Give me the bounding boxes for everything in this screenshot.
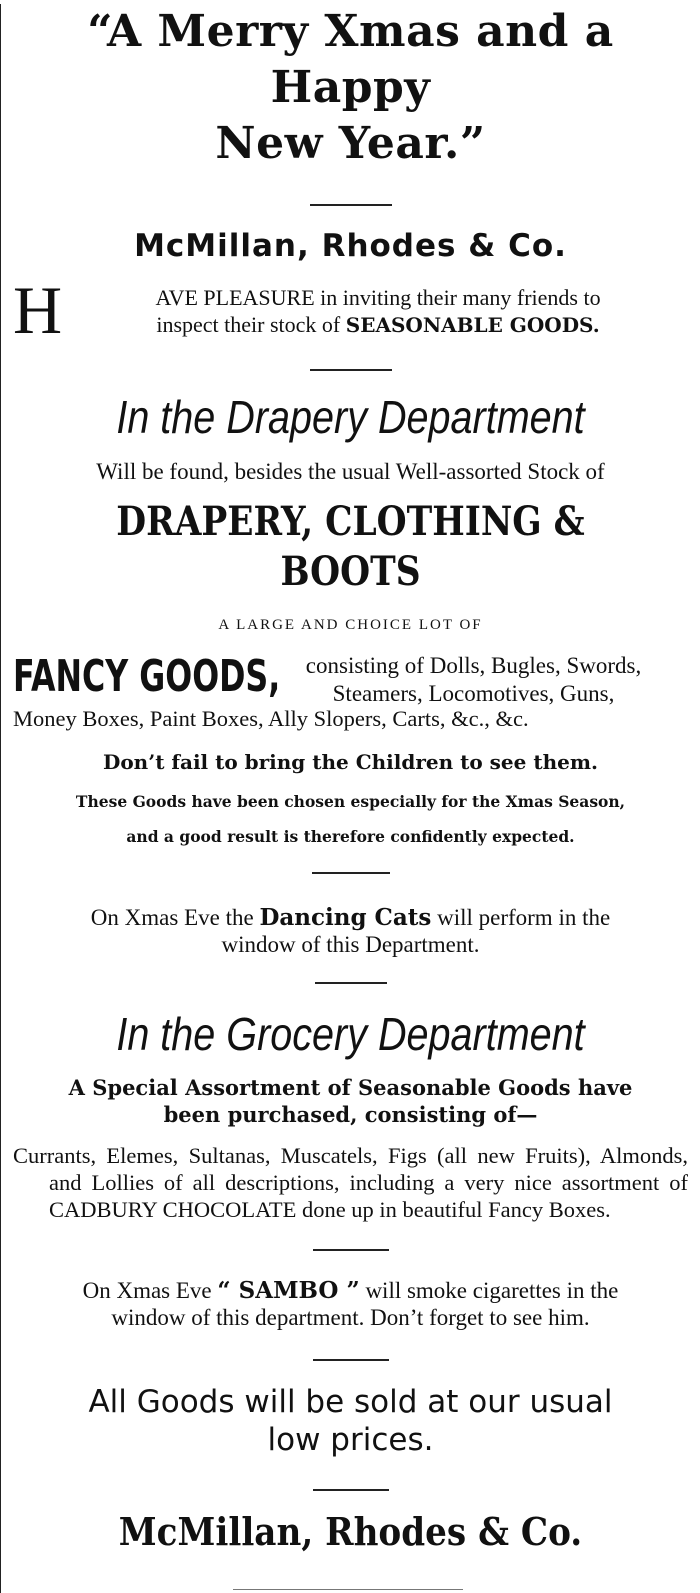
large-choice-lot: A LARGE AND CHOICE LOT OF bbox=[218, 617, 483, 633]
sambo-notice bbox=[13, 1277, 688, 1331]
cats-pre: On Xmas Eve the bbox=[90, 905, 254, 930]
sambo-line-2: window of this department. Don’t forget to see him. bbox=[111, 1305, 590, 1330]
divider bbox=[310, 204, 392, 206]
firm-signature: McMillan, Rhodes & Co. bbox=[118, 1509, 583, 1554]
children-notice: Don’t fail to bring the Children to see them. bbox=[103, 750, 598, 774]
divider bbox=[313, 1359, 389, 1361]
divider bbox=[313, 1249, 389, 1251]
chosen-line-2: and a good result is therefore confidently expected. bbox=[126, 827, 575, 846]
intro-line-1: AVE PLEASURE in inviting their many friends to bbox=[155, 285, 601, 310]
fancy-goods-block bbox=[13, 652, 688, 708]
prices-line-2: low prices. bbox=[267, 1422, 434, 1458]
drapery-title: In the Drapery Department bbox=[116, 391, 585, 443]
divider bbox=[312, 872, 390, 874]
dancing-cats: Dancing Cats bbox=[259, 904, 432, 931]
greeting-line-2: New Year.” bbox=[215, 118, 486, 169]
fancy-goods-title: FANCY GOODS, bbox=[13, 651, 281, 702]
sambo-name: “ SAMBO ” bbox=[217, 1277, 360, 1304]
prices-line-1: All Goods will be sold at our usual bbox=[88, 1384, 613, 1420]
fancy-line-3: Money Boxes, Paint Boxes, Ally Slopers, Carts, &c., &c. bbox=[13, 706, 529, 731]
cats-post: will perform in the bbox=[437, 905, 611, 930]
divider bbox=[310, 369, 392, 371]
grocery-special bbox=[13, 1074, 688, 1128]
sambo-pre: On Xmas Eve bbox=[82, 1278, 212, 1303]
firm-name-header: McMillan, Rhodes & Co. bbox=[134, 228, 567, 264]
fancy-line-1: consisting of Dolls, Bugles, Swords, bbox=[305, 653, 642, 678]
intro-line-2 bbox=[68, 311, 688, 339]
fancy-line-2: Steamers, Locomotives, Guns, bbox=[332, 681, 615, 706]
greeting-heading bbox=[13, 4, 688, 172]
grocery-title: In the Grocery Department bbox=[116, 1008, 585, 1060]
grocery-line-1: A Special Assortment of Seasonable Goods have bbox=[68, 1075, 633, 1100]
intro-line-2-plain: inspect their stock of bbox=[156, 312, 341, 337]
cats-line-2: window of this Department. bbox=[221, 932, 480, 957]
drop-cap: H bbox=[13, 272, 63, 348]
grocery-list: Currants, Elemes, Sultanas, Muscatels, Figs (all new Fruits), Almonds, and Lollies of all descriptions, including a very nice assortment of CADBURY CHOCOLATE done up in beautiful Fancy Boxes. bbox=[13, 1143, 688, 1222]
divider bbox=[313, 1489, 389, 1491]
chosen-line-1: These Goods have been chosen especially for the Xmas Season, bbox=[75, 792, 626, 811]
advertisement-page bbox=[0, 4, 700, 1593]
grocery-line-2: been purchased, consisting of— bbox=[163, 1102, 538, 1127]
greeting-line-1: “A Merry Xmas and a Happy bbox=[87, 6, 614, 113]
intro-paragraph bbox=[13, 272, 688, 348]
sambo-post: will smoke cigarettes in the bbox=[365, 1278, 619, 1303]
divider bbox=[315, 982, 387, 984]
prices-notice bbox=[13, 1383, 688, 1459]
dancing-cats-notice bbox=[13, 904, 688, 958]
drapery-clothing-boots: DRAPERY, CLOTHING & BOOTS bbox=[116, 498, 585, 595]
drapery-intro: Will be found, besides the usual Well-assorted Stock of bbox=[96, 459, 605, 484]
seasonable-goods: SEASONABLE GOODS. bbox=[345, 313, 600, 337]
bottom-border bbox=[233, 1589, 463, 1590]
